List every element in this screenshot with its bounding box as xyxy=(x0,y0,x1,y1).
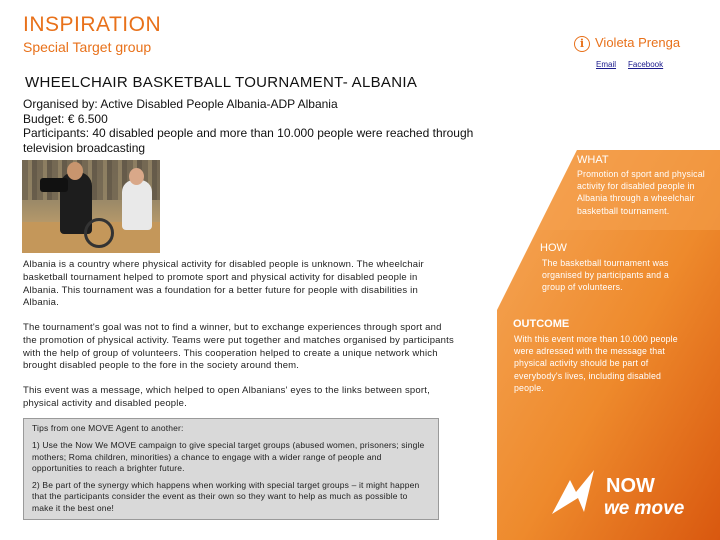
participants-line: Participants: 40 disabled people and more than 10.000 people were reached through television broadcasting xyxy=(23,126,474,155)
what-heading: WHAT xyxy=(577,154,609,166)
article-paragraph-1: Albania is a country where physical activity for disabled people is unknown. The wheelchair basketball tournament helped to promote sport and physical activity for disabled people in Albania. This tournament was a foundation for a better future for people with disabilities in Albania. xyxy=(23,259,424,309)
tip-item-2: 2) Be part of the synergy which happens when working with special target groups – it might happen that the participants consider the event as their own so they want to help as much as possible to make it the best one! xyxy=(32,480,420,513)
author-name: Violeta Prenga xyxy=(595,35,681,50)
info-icon: i xyxy=(574,36,590,52)
article-paragraph-2: The tournament's goal was not to find a winner, but to exchange experiences through sport and the promotion of physical activity. Teams were put together and matches organised by participants with the help of group of volunteers. This cooperation helped to create a unique network which brought disabled people to the fore in the society around them. xyxy=(23,322,454,372)
tip-item-1: 1) Use the Now We MOVE campaign to give special target groups (abused women, prisoners; single mothers; Roma children, minorities) a chance to engage with a wider range of people and opportunities to reach a brighter future. xyxy=(32,440,425,473)
event-photo xyxy=(22,160,160,253)
article-meta xyxy=(23,97,493,155)
how-text: The basketball tournament was organised by participants and a group of volunteers. xyxy=(542,258,669,293)
email-link[interactable]: Email xyxy=(596,60,617,69)
now-we-move-logo xyxy=(548,462,698,522)
how-heading: HOW xyxy=(540,242,567,254)
tips-box xyxy=(23,418,439,520)
page-subtitle: Special Target group xyxy=(23,39,152,55)
logo-arrow-icon xyxy=(552,470,594,514)
what-text: Promotion of sport and physical activity for disabled people in Albania through a wheelchair basketball tournament. xyxy=(577,169,705,216)
article-heading: WHEELCHAIR BASKETBALL TOURNAMENT- ALBANIA xyxy=(25,74,418,91)
logo-text-now: NOW xyxy=(606,475,655,497)
tips-title: Tips from one MOVE Agent to another: xyxy=(32,423,184,433)
budget-line: Budget: € 6.500 xyxy=(23,111,108,126)
outcome-heading: OUTCOME xyxy=(513,318,570,330)
organiser-line: Organised by: Active Disabled People Albania-ADP Albania xyxy=(23,97,338,111)
page-title: INSPIRATION xyxy=(23,13,162,36)
outcome-text: With this event more than 10.000 people were adressed with the message that physical activity should be part of everybody's lives, including disabled people. xyxy=(514,334,678,393)
logo-text-we-move: we move xyxy=(604,498,685,519)
article-paragraph-3: This event was a message, which helped to open Albanians' eyes to the links between sport, physical activity and disabled people. xyxy=(23,385,430,409)
facebook-link[interactable]: Facebook xyxy=(628,60,664,69)
